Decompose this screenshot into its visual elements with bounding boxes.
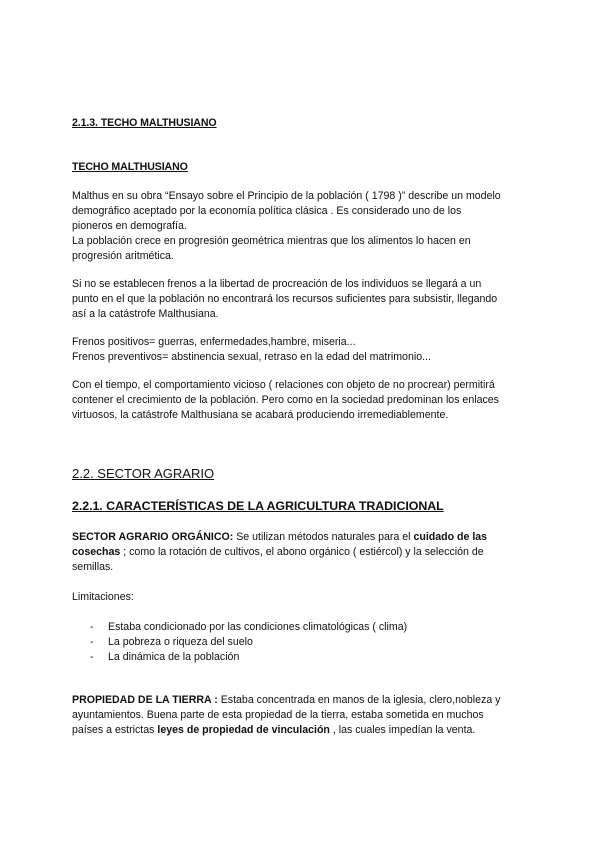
property-text: , las cuales impedían la venta. [329,724,476,736]
bullet-dash: - [90,651,94,663]
text-line: virtuosos, la catástrofe Malthusiana se acabará produciendo irremediablemente. [72,409,449,421]
organic-text: ; como la rotación de cultivos, el abono orgánico ( estiércol) y la selección de [120,546,484,558]
property-bold: leyes de propiedad de vinculación [157,724,330,736]
bullet-dash: - [90,636,94,648]
text-line: La población crece en progresión geométrica mientras que los alimentos lo hacen en [72,235,471,247]
property-text: Estaba concentrada en manos de la iglesia, clero,nobleza y [217,694,501,706]
text-line: Si no se establecen frenos a la libertad de procreación de los individuos se llegará a un [72,278,482,290]
limitations-list [90,620,510,665]
text-line: pioneros en demografía. [72,220,187,232]
paragraph-malthus-intro [72,189,532,264]
paragraph-sector-organico [72,530,532,575]
list-item-text: La dinámica de la población [108,651,240,663]
section-heading-2-2: 2.2. SECTOR AGRARIO [72,466,215,481]
paragraph-frenos-libertad [72,277,532,322]
paragraph-comportamiento [72,378,532,423]
list-item-text: La pobreza o riqueza del suelo [108,636,253,648]
text-line: demográfico aceptado por la economía política clásica . Es considerado uno de los [72,205,462,217]
text-line: punto en el que la población no encontrará los recursos suficientes para subsistir, llegando [72,293,498,305]
text-line [72,545,532,560]
organic-text: Se utilizan métodos naturales para el [233,531,414,543]
list-item [90,635,510,650]
section-heading-2-1-3: 2.1.3. TECHO MALTHUSIANO [72,117,217,129]
section-heading-2-2-1: 2.2.1. CARACTERÍSTICAS DE LA AGRICULTURA TRADICIONAL [72,499,444,513]
list-item [90,620,510,635]
text-line [72,693,542,708]
property-label: PROPIEDAD DE LA TIERRA : [72,694,218,706]
text-line: semillas. [72,561,114,573]
organic-bold: cuidado de las [413,531,488,543]
property-text: países a estrictas [72,724,158,736]
list-item [90,650,510,665]
text-line: ayuntamientos. Buena parte de esta propiedad de la tierra, estaba sometida en muchos [72,709,484,721]
subheading-techo-malthusiano: TECHO MALTHUSIANO [72,161,188,173]
paragraph-propiedad-tierra [72,693,542,738]
text-line [72,723,542,738]
text-line: Frenos positivos= guerras, enfermedades,hambre, miseria... [72,336,356,348]
limitations-label: Limitaciones: [72,591,134,603]
text-line: Frenos preventivos= abstinencia sexual, retraso en la edad del matrimonio... [72,351,431,363]
paragraph-tipos-frenos [72,335,532,365]
organic-bold: cosechas [72,546,121,558]
text-line: así a la catástrofe Malthusiana. [72,308,219,320]
text-line: progresión aritmética. [72,250,174,262]
list-item-text: Estaba condicionado por las condiciones climatológicas ( clima) [108,621,408,633]
text-line: contener el crecimiento de la población. Pero como en la sociedad predominan los enlaces [72,394,499,406]
text-line [72,530,532,545]
bullet-dash: - [90,621,94,633]
organic-label: SECTOR AGRARIO ORGÁNICO: [72,531,234,543]
text-line: Malthus en su obra “Ensayo sobre el Principio de la población ( 1798 )” describe un modelo [72,190,501,202]
text-line: Con el tiempo, el comportamiento vicioso ( relaciones con objeto de no procrear) permitirá [72,379,495,391]
